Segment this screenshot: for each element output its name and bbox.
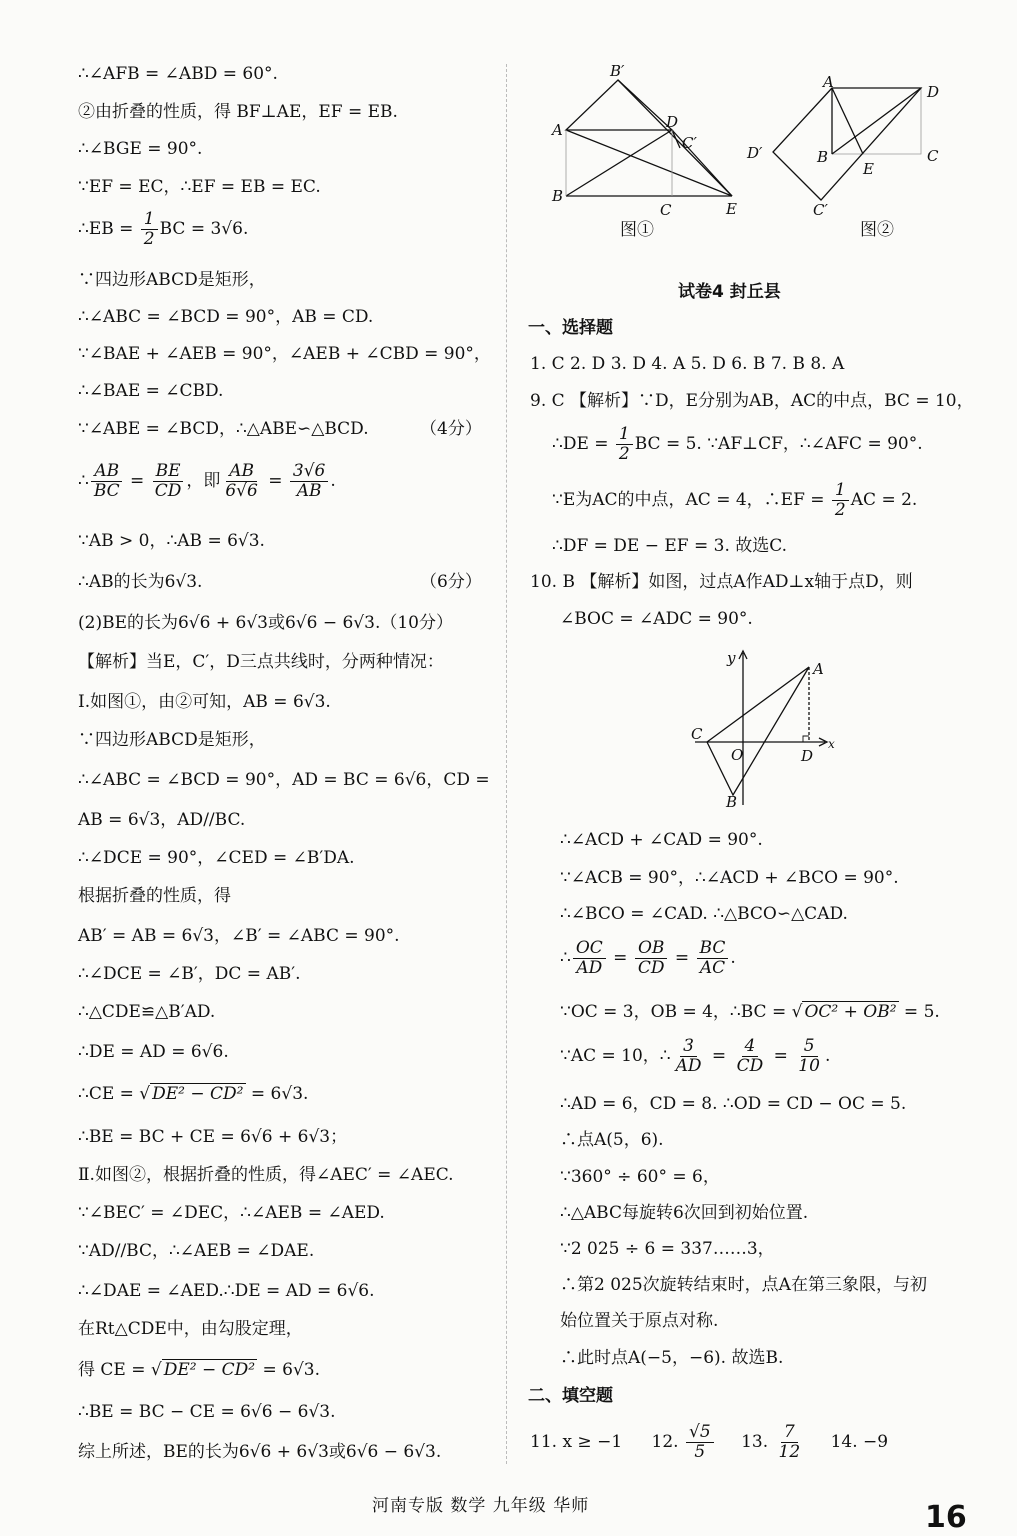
fig2-label-c: C	[927, 147, 939, 165]
ce1-equation: ∴CE = √ DE² − CD² = 6√3.	[78, 1084, 309, 1104]
right-line-l13: 始位置关于原点对称.	[560, 1311, 719, 1331]
left-line-24: ∴△CDE≌△B′AD.	[78, 1002, 216, 1022]
right-line-l1: ∴∠ACD + ∠CAD = 90°.	[560, 830, 763, 850]
left-line-9: ∴∠BAE = ∠CBD.	[78, 381, 224, 401]
left-line-20: ∴∠DCE = 90°，∠CED = ∠B′DA.	[78, 848, 355, 868]
left-line-10: ∵∠ABE = ∠BCD，∴△ABE∽△BCD.	[78, 419, 369, 439]
score-4: （4分）	[420, 419, 482, 439]
left-line-22: AB′ = AB = 6√3，∠B′ = ∠ABC = 90°.	[78, 926, 400, 946]
fill-answers: 11. x ≥ −1 12. $\frac{√5}{5}$ 13. $\frac{7}{12}$ 14. −9	[530, 1422, 889, 1462]
fig1-label-d: D	[666, 113, 679, 131]
ratio-equation: ∴ $\frac{AB}{BC}$ = $\frac{BE}{CD}$ ，即 $\frac{AB}{6√6}$ = $\frac{3√6}{AB}$ .	[78, 461, 336, 501]
q9-line-2: ∴DE = $\frac{1}{2}$ BC = 5. ∵AF⊥CF，∴∠AFC = 90°.	[552, 424, 923, 464]
right-line-l11: ∵2 025 ÷ 6 = 337……3，	[560, 1239, 775, 1259]
column-divider	[506, 64, 507, 1464]
left-line-16: Ⅰ.如图①，由②可知，AB = 6√3.	[78, 692, 331, 712]
left-line-14: (2)BE的长为6√6 + 6√3或6√6 − 6√3.（10分）	[78, 613, 453, 633]
left-line-15: 【解析】当E，C′，D三点共线时，分两种情况：	[78, 652, 444, 672]
right-line-l9: ∵360° ÷ 60° = 6，	[560, 1167, 720, 1187]
fig3-label-c: C	[691, 725, 703, 743]
q9-line-3: ∵E为AC的中点，AC = 4，∴EF = $\frac{1}{2}$ AC = 2.	[552, 480, 918, 520]
left-line-30: ∵AD//BC，∴∠AEB = ∠DAE.	[78, 1241, 315, 1261]
left-line-25: ∴DE = AD = 6√6.	[78, 1042, 229, 1062]
left-line-2: ②由折叠的性质，得 BF⊥AE，EF = EB.	[78, 102, 398, 122]
left-line-21: 根据折叠的性质，得	[78, 886, 231, 906]
figure-1	[550, 62, 750, 242]
fig1-label-c: C	[660, 201, 672, 219]
left-line-8: ∵∠BAE + ∠AEB = 90°，∠AEB + ∠CBD = 90°，	[78, 344, 491, 364]
right-line-l7: ∴AD = 6，CD = 8. ∴OD = CD − OC = 5.	[560, 1094, 907, 1114]
fig3-label-d: D	[801, 747, 814, 765]
figure-1-caption: 图①	[620, 220, 654, 240]
fig3-label-y: y	[727, 649, 736, 667]
section-fill: 二、填空题	[528, 1386, 613, 1406]
right-line-l8: ∴点A(5，6).	[560, 1130, 664, 1150]
fig3-label-a: A	[813, 660, 824, 678]
page-number: 16	[925, 1500, 967, 1535]
exam-title: 试卷4 封丘县	[678, 282, 781, 302]
ratio-equation-2: ∴ $\frac{OC}{AD}$ = $\frac{OB}{CD}$ = $\frac{BC}{AC}$ .	[560, 938, 736, 978]
left-line-27: ∴BE = BC + CE = 6√6 + 6√3；	[78, 1127, 348, 1147]
left-line-32: 在Rt△CDE中，由勾股定理，	[78, 1319, 303, 1339]
right-line-l14: ∴此时点A(−5，−6). 故选B.	[560, 1348, 784, 1368]
left-line-6: ∵四边形ABCD是矩形，	[78, 270, 266, 290]
figure-2-caption: 图②	[860, 220, 894, 240]
fig2-label-dprime: D′	[747, 144, 763, 162]
right-line-l10: ∴△ABC每旋转6次回到初始位置.	[560, 1203, 809, 1223]
left-line-3: ∴∠BGE = 90°.	[78, 139, 203, 159]
fig3-label-x: x	[828, 737, 835, 751]
page-footer: 河南专版 数学 九年级 华师	[372, 1496, 590, 1516]
left-line-4: ∵EF = EC，∴EF = EB = EC.	[78, 177, 321, 197]
left-line-34: ∴BE = BC − CE = 6√6 − 6√3.	[78, 1402, 336, 1422]
fig2-label-a: A	[823, 73, 834, 91]
left-line-17: ∵四边形ABCD是矩形，	[78, 730, 266, 750]
q10-line-1: 10. B 【解析】如图，过点A作AD⊥x轴于点D，则	[530, 572, 913, 592]
left-line-31: ∴∠DAE = ∠AED.∴DE = AD = 6√6.	[78, 1281, 375, 1301]
left-line-18: ∴∠ABC = ∠BCD = 90°，AD = BC = 6√6，CD =	[78, 770, 490, 790]
score-6: （6分）	[420, 572, 482, 592]
figure-2	[745, 70, 960, 220]
fig1-label-e: E	[726, 200, 737, 218]
fig2-label-cprime: C′	[813, 201, 828, 219]
figure-3	[685, 645, 845, 815]
fig2-label-e: E	[863, 160, 874, 178]
ce2-equation: 得 CE = √ DE² − CD² = 6√3.	[78, 1360, 320, 1380]
ratio-equation-3: ∵AC = 10，∴ $\frac{3}{AD}$ = $\frac{4}{CD}$ = $\frac{5}{10}$ .	[560, 1036, 831, 1076]
left-line-13: ∴AB的长为6√3.	[78, 572, 203, 592]
right-line-l2: ∵∠ACB = 90°，∴∠ACD + ∠BCO = 90°.	[560, 868, 899, 888]
fig2-label-b: B	[817, 148, 829, 166]
fig1-label-a: A	[552, 121, 563, 139]
left-line-29: ∵∠BEC′ = ∠DEC，∴∠AEB = ∠AED.	[78, 1203, 385, 1223]
eb-equation: ∴EB = $\frac{1}{2}$ BC = 3√6.	[78, 209, 249, 249]
fig3-label-b: B	[726, 793, 738, 811]
left-line-35: 综上所述，BE的长为6√6 + 6√3或6√6 − 6√3.	[78, 1442, 442, 1462]
q9-line-4: ∴DF = DE − EF = 3. 故选C.	[552, 536, 788, 556]
fig2-label-d: D	[927, 83, 940, 101]
left-line-28: Ⅱ.如图②，根据折叠的性质，得∠AEC′ = ∠AEC.	[78, 1165, 454, 1185]
choice-answers: 1. C 2. D 3. D 4. A 5. D 6. B 7. B 8. A	[530, 354, 845, 374]
right-line-l3: ∴∠BCO = ∠CAD. ∴△BCO∽△CAD.	[560, 904, 848, 924]
left-line-7: ∴∠ABC = ∠BCD = 90°，AB = CD.	[78, 307, 374, 327]
left-line-12: ∵AB > 0，∴AB = 6√3.	[78, 531, 265, 551]
left-line-23: ∴∠DCE = ∠B′，DC = AB′.	[78, 964, 301, 984]
bc-equation: ∵OC = 3，OB = 4，∴BC = √ OC² + OB² = 5.	[560, 1002, 940, 1022]
q10-line-2: ∠BOC = ∠ADC = 90°.	[560, 609, 753, 629]
fig1-label-b: B	[552, 187, 564, 205]
fig1-label-bprime: B′	[610, 62, 625, 80]
left-line-1: ∴∠AFB = ∠ABD = 60°.	[78, 64, 278, 84]
section-choice: 一、选择题	[528, 318, 613, 338]
right-line-l12: ∴第2 025次旋转结束时，点A在第三象限，与初	[560, 1275, 927, 1295]
fig3-label-o: O	[731, 746, 744, 764]
q9-line-1: 9. C 【解析】∵D，E分别为AB，AC的中点，BC = 10，	[530, 391, 974, 411]
left-line-19: AB = 6√3，AD//BC.	[78, 810, 246, 830]
fig1-label-cprime: C′	[682, 134, 697, 152]
